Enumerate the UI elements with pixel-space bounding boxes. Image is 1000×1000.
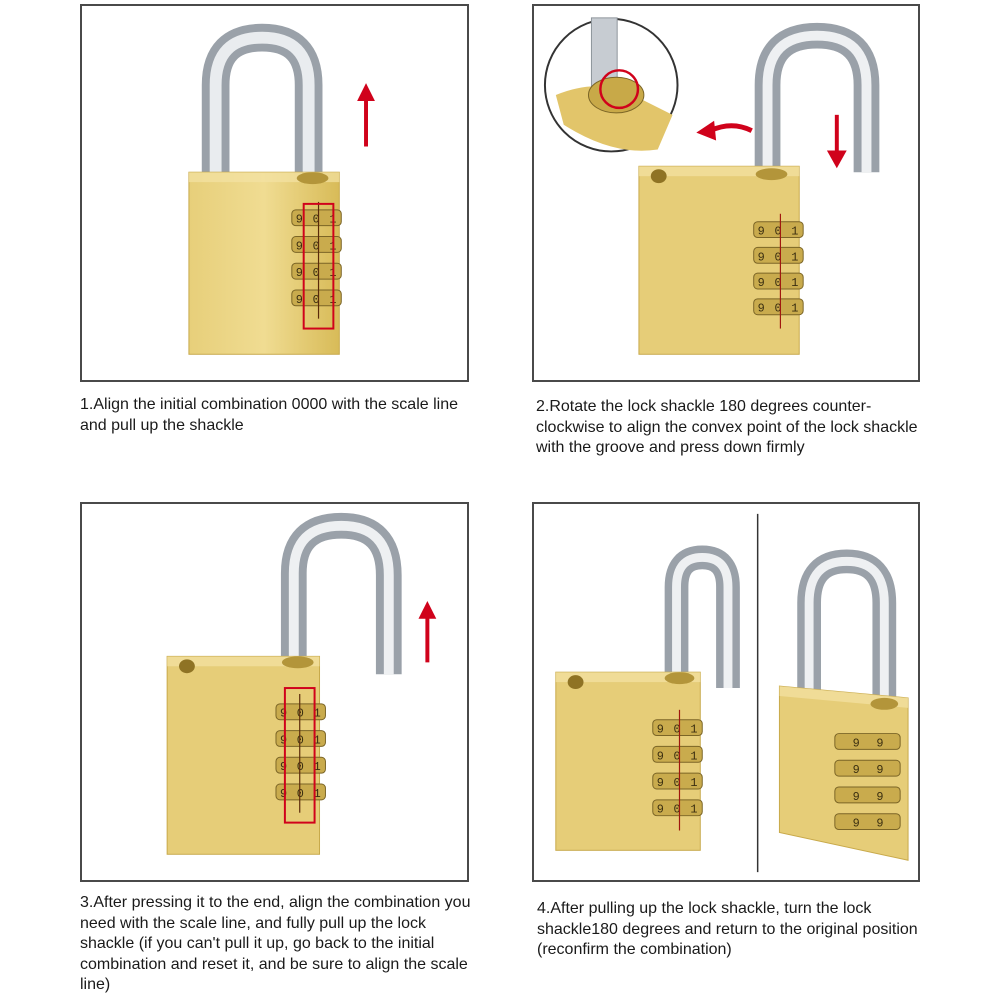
dial-digit: 9: [852, 789, 860, 804]
dial-digit: 1: [313, 786, 321, 801]
dial-digit: 1: [329, 292, 337, 307]
dial-digit: 9: [656, 722, 664, 737]
step-1-panel: [80, 4, 469, 382]
step-3-caption: 3.After pressing it to the end, align the combination you need with the scale line, and fully pull up the lock shackle (if you can't pull it up, go back to the initial combination and reset it, and be sure to align the scale line): [80, 894, 471, 993]
dial-digit: 1: [329, 212, 337, 227]
dial-digit: 0: [296, 760, 304, 775]
dial-digit: 9: [852, 816, 860, 831]
dial-digit: 9: [295, 292, 303, 307]
dial-digit: 0: [774, 224, 782, 239]
step-1-caption: 1.Align the initial combination 0000 with the scale line and pull up the shackle: [80, 396, 459, 434]
dial-digit: 0: [774, 301, 782, 316]
dial-digit: 9: [876, 789, 884, 804]
dial-digit: 9: [656, 749, 664, 764]
dial-digit: 9: [279, 786, 288, 801]
arrow-up-icon: [418, 601, 436, 662]
step-3-illustration: [82, 504, 467, 880]
dial-digit: 9: [295, 239, 303, 254]
dial-digit: 9: [295, 266, 303, 281]
dial-digit: 1: [329, 266, 337, 281]
dial-digit: 9: [279, 760, 288, 775]
dial-digit: 9: [279, 706, 288, 721]
dial-digit: 1: [313, 760, 321, 775]
padlock-open-icon: [167, 526, 389, 855]
step-3-panel: [80, 502, 469, 882]
dial-digit: 0: [673, 776, 681, 790]
magnifier-inset-icon: [545, 18, 678, 152]
dial-digit: 0: [312, 212, 320, 227]
dial-digit: 0: [312, 266, 320, 281]
step-2-illustration: [534, 6, 918, 380]
dial-digit: 0: [673, 722, 681, 737]
dial-digit: 0: [673, 802, 681, 817]
arrow-down-icon: [827, 115, 847, 168]
dial-digit: 9: [656, 776, 664, 790]
dial-digit: 9: [852, 736, 860, 751]
dial-digit: 0: [296, 733, 304, 748]
dial-digit: 9: [876, 763, 884, 778]
dial-digit: 0: [774, 276, 782, 291]
dial-digit: 1: [313, 706, 321, 721]
dial-digit: 1: [690, 776, 698, 790]
dial-digit: 1: [791, 301, 799, 316]
padlock-open-icon: [556, 557, 728, 850]
arrow-up-icon: [357, 83, 375, 146]
dial-digit: 9: [876, 736, 884, 751]
dial-digit: 9: [295, 212, 303, 227]
dial-digit: 1: [329, 239, 337, 254]
dial-digit: 0: [312, 292, 320, 307]
dial-digit: 1: [791, 250, 799, 265]
dial-digit: 9: [757, 301, 765, 316]
dial-digit: 9: [852, 763, 860, 778]
dial-digit: 9: [876, 816, 884, 831]
dial-digit: 0: [312, 239, 320, 254]
dial-digit: 1: [791, 224, 799, 239]
step-4-panel: [532, 502, 920, 882]
dial-digit: 0: [296, 786, 304, 801]
step-2-caption: 2.Rotate the lock shackle 180 degrees counter-clockwise to align the convex point of the lock shackle with the groove and press down firmly: [536, 398, 918, 456]
dial-digit: 0: [296, 706, 304, 721]
dial-digit: 1: [690, 749, 698, 764]
dial-digit: 0: [774, 250, 782, 265]
step-1-illustration: [82, 6, 467, 380]
dial-digit: 9: [757, 224, 765, 239]
step-4-caption: 4.After pulling up the lock shackle, turn the lock shackle180 degrees and return to the original position (reconfirm the combination): [537, 900, 918, 958]
dial-digit: 1: [690, 802, 698, 817]
padlock-closed-icon: [779, 561, 908, 860]
dial-digit: 1: [791, 276, 799, 291]
step-4-illustration: [534, 504, 918, 880]
dial-digit: 9: [656, 802, 664, 817]
dial-digit: 9: [279, 733, 288, 748]
dial-digit: 1: [690, 722, 698, 737]
arrow-left-icon: [696, 121, 751, 141]
dial-digit: 0: [673, 749, 681, 764]
step-2-panel: [532, 4, 920, 382]
padlock-closed-icon: [189, 38, 341, 355]
dial-digit: 9: [757, 276, 765, 291]
dial-digit: 9: [757, 250, 765, 265]
dial-digit: 1: [313, 733, 321, 748]
